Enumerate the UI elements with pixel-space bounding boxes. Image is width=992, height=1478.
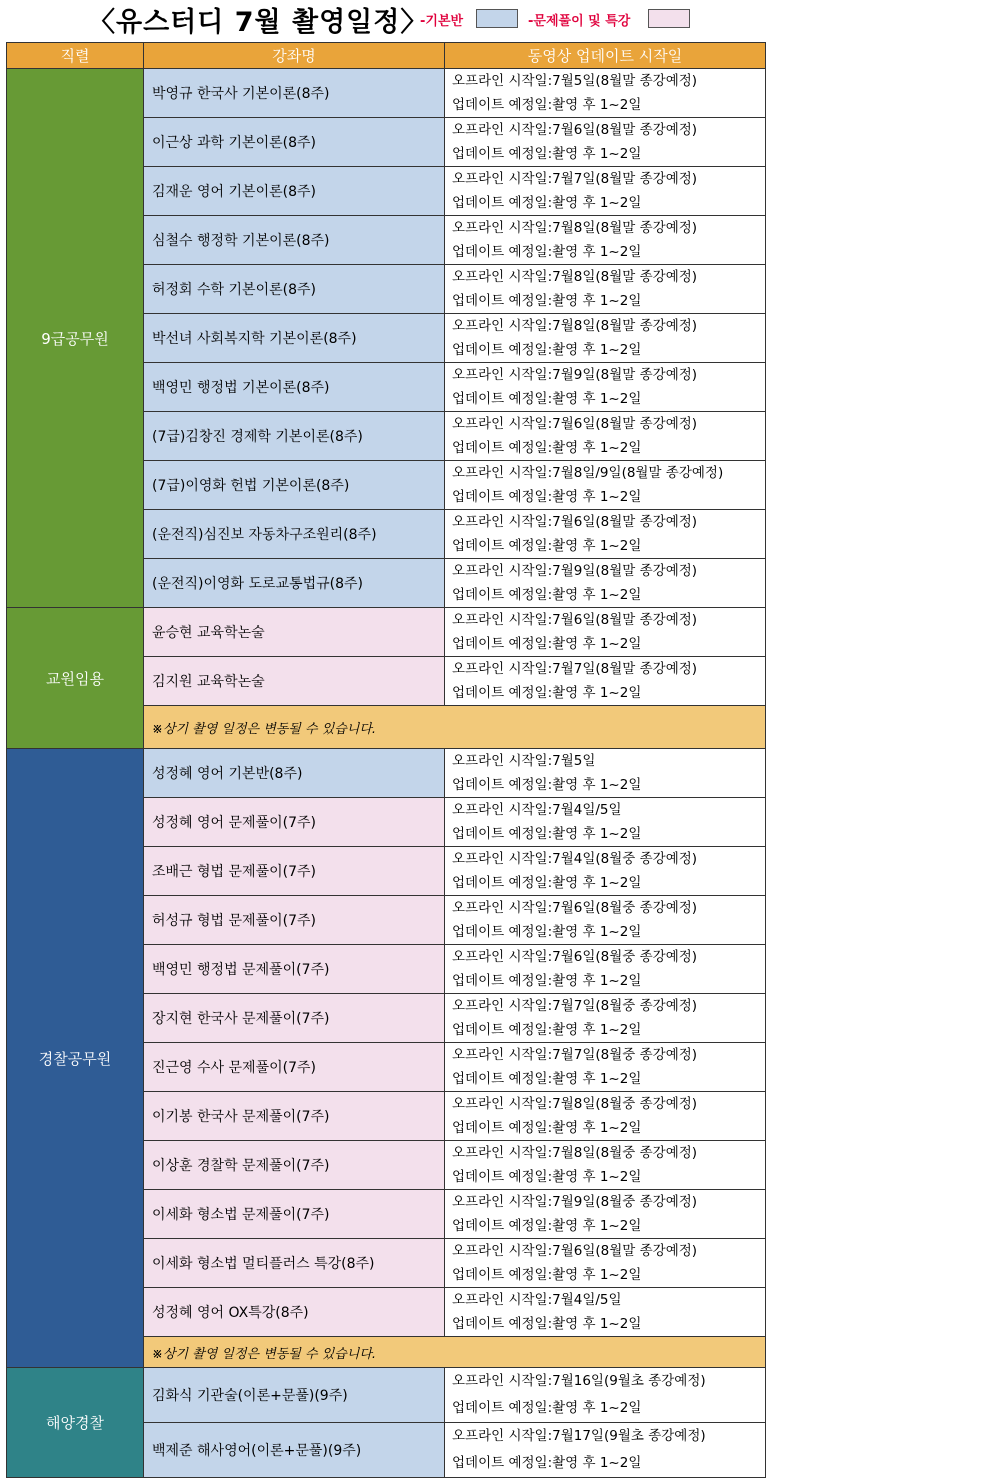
header-update: 동영상 업데이트 시작일	[445, 43, 766, 69]
offline-start-date: 오프라인 시작일:7월6일(8월중 종강예정)	[452, 900, 698, 916]
course-name: (운전직)이영화 도로교통법규(8주)	[144, 559, 445, 608]
course-name: 이세화 형소법 문제풀이(7주)	[144, 1190, 445, 1239]
update-info	[445, 1288, 766, 1337]
category-cell: 경찰공무원	[7, 749, 144, 1368]
update-info	[445, 412, 766, 461]
course-name: 장지현 한국사 문제풀이(7주)	[144, 994, 445, 1043]
update-info	[445, 216, 766, 265]
offline-start-date: 오프라인 시작일:7월6일(8월말 종강예정)	[452, 122, 698, 138]
update-info	[445, 847, 766, 896]
update-info	[445, 994, 766, 1043]
update-info	[445, 1092, 766, 1141]
update-info	[445, 1043, 766, 1092]
offline-start-date: 오프라인 시작일:7월17일(9월초 종강예정)	[452, 1428, 706, 1444]
header-category: 직렬	[7, 43, 144, 69]
offline-start-date: 오프라인 시작일:7월5일	[452, 753, 596, 769]
update-schedule: 업데이트 예정일:촬영 후 1~2일	[452, 587, 642, 603]
title-row	[0, 0, 992, 40]
update-schedule: 업데이트 예정일:촬영 후 1~2일	[452, 489, 642, 505]
offline-start-date: 오프라인 시작일:7월6일(8월말 종강예정)	[452, 612, 698, 628]
header-course: 강좌명	[144, 43, 445, 69]
update-info	[445, 118, 766, 167]
course-name: 김화식 기관술(이론+문풀)(9주)	[144, 1368, 445, 1423]
schedule-body	[7, 69, 766, 1478]
update-info	[445, 945, 766, 994]
update-schedule: 업데이트 예정일:촬영 후 1~2일	[452, 538, 642, 554]
update-info	[445, 363, 766, 412]
update-schedule: 업데이트 예정일:촬영 후 1~2일	[452, 1169, 642, 1185]
table-row	[7, 1368, 766, 1423]
course-name: 백제준 해사영어(이론+문풀)(9주)	[144, 1423, 445, 1478]
offline-start-date: 오프라인 시작일:7월4일/5일	[452, 802, 622, 818]
course-name: 박선녀 사회복지학 기본이론(8주)	[144, 314, 445, 363]
course-name: 성정혜 영어 문제풀이(7주)	[144, 798, 445, 847]
offline-start-date: 오프라인 시작일:7월8일(8월말 종강예정)	[452, 220, 698, 236]
update-schedule: 업데이트 예정일:촬영 후 1~2일	[452, 1022, 642, 1038]
update-info	[445, 314, 766, 363]
update-schedule: 업데이트 예정일:촬영 후 1~2일	[452, 1071, 642, 1087]
course-name: 박영규 한국사 기본이론(8주)	[144, 69, 445, 118]
update-info	[445, 798, 766, 847]
category-cell: 해양경찰	[7, 1368, 144, 1478]
update-schedule: 업데이트 예정일:촬영 후 1~2일	[452, 826, 642, 842]
offline-start-date: 오프라인 시작일:7월6일(8월말 종강예정)	[452, 416, 698, 432]
course-name: 윤승현 교육학논술	[144, 608, 445, 657]
schedule-change-note: ※상기 촬영 일정은 변동될 수 있습니다.	[144, 706, 766, 749]
course-name: 진근영 수사 문제풀이(7주)	[144, 1043, 445, 1092]
course-name: 조배근 형법 문제풀이(7주)	[144, 847, 445, 896]
offline-start-date: 오프라인 시작일:7월7일(8월중 종강예정)	[452, 998, 698, 1014]
course-name: 성정혜 영어 기본반(8주)	[144, 749, 445, 798]
header-row	[7, 43, 766, 69]
offline-start-date: 오프라인 시작일:7월7일(8월중 종강예정)	[452, 1047, 698, 1063]
update-schedule: 업데이트 예정일:촬영 후 1~2일	[452, 342, 642, 358]
offline-start-date: 오프라인 시작일:7월16일(9월초 종강예정)	[452, 1373, 706, 1389]
course-name: (7급)김창진 경제학 기본이론(8주)	[144, 412, 445, 461]
update-schedule: 업데이트 예정일:촬영 후 1~2일	[452, 1120, 642, 1136]
update-schedule: 업데이트 예정일:촬영 후 1~2일	[452, 875, 642, 891]
update-info	[445, 69, 766, 118]
offline-start-date: 오프라인 시작일:7월4일/5일	[452, 1292, 622, 1308]
table-row	[7, 69, 766, 118]
update-schedule: 업데이트 예정일:촬영 후 1~2일	[452, 146, 642, 162]
table-row	[7, 608, 766, 657]
update-info	[445, 167, 766, 216]
course-name: (운전직)심진보 자동차구조원리(8주)	[144, 510, 445, 559]
offline-start-date: 오프라인 시작일:7월9일(8월중 종강예정)	[452, 1194, 698, 1210]
update-schedule: 업데이트 예정일:촬영 후 1~2일	[452, 97, 642, 113]
table-row	[7, 749, 766, 798]
update-schedule: 업데이트 예정일:촬영 후 1~2일	[452, 636, 642, 652]
update-info	[445, 1423, 766, 1478]
course-name: 백영민 행정법 문제풀이(7주)	[144, 945, 445, 994]
update-schedule: 업데이트 예정일:촬영 후 1~2일	[452, 440, 642, 456]
offline-start-date: 오프라인 시작일:7월4일(8월중 종강예정)	[452, 851, 698, 867]
offline-start-date: 오프라인 시작일:7월9일(8월말 종강예정)	[452, 367, 698, 383]
update-schedule: 업데이트 예정일:촬영 후 1~2일	[452, 195, 642, 211]
offline-start-date: 오프라인 시작일:7월8일/9일(8월말 종강예정)	[452, 465, 724, 481]
update-info	[445, 461, 766, 510]
update-schedule: 업데이트 예정일:촬영 후 1~2일	[452, 391, 642, 407]
course-name: 심철수 행정학 기본이론(8주)	[144, 216, 445, 265]
offline-start-date: 오프라인 시작일:7월5일(8월말 종강예정)	[452, 73, 698, 89]
offline-start-date: 오프라인 시작일:7월6일(8월말 종강예정)	[452, 1243, 698, 1259]
update-schedule: 업데이트 예정일:촬영 후 1~2일	[452, 685, 642, 701]
update-schedule: 업데이트 예정일:촬영 후 1~2일	[452, 1400, 642, 1416]
update-schedule: 업데이트 예정일:촬영 후 1~2일	[452, 924, 642, 940]
offline-start-date: 오프라인 시작일:7월9일(8월말 종강예정)	[452, 563, 698, 579]
course-name: 허정회 수학 기본이론(8주)	[144, 265, 445, 314]
course-name: 이세화 형소법 멀티플러스 특강(8주)	[144, 1239, 445, 1288]
update-info	[445, 559, 766, 608]
category-cell: 9급공무원	[7, 69, 144, 608]
course-name: 성정혜 영어 OX특강(8주)	[144, 1288, 445, 1337]
update-info	[445, 1141, 766, 1190]
update-schedule: 업데이트 예정일:촬영 후 1~2일	[452, 244, 642, 260]
update-info	[445, 1368, 766, 1423]
update-schedule: 업데이트 예정일:촬영 후 1~2일	[452, 1455, 642, 1471]
offline-start-date: 오프라인 시작일:7월7일(8월말 종강예정)	[452, 661, 698, 677]
update-info	[445, 608, 766, 657]
legend-basic-swatch	[476, 9, 518, 28]
offline-start-date: 오프라인 시작일:7월8일(8월중 종강예정)	[452, 1145, 698, 1161]
course-name: 이기봉 한국사 문제풀이(7주)	[144, 1092, 445, 1141]
course-name: 백영민 행정법 기본이론(8주)	[144, 363, 445, 412]
update-schedule: 업데이트 예정일:촬영 후 1~2일	[452, 1316, 642, 1332]
update-schedule: 업데이트 예정일:촬영 후 1~2일	[452, 973, 642, 989]
offline-start-date: 오프라인 시작일:7월8일(8월말 종강예정)	[452, 269, 698, 285]
offline-start-date: 오프라인 시작일:7월6일(8월중 종강예정)	[452, 949, 698, 965]
course-name: 김재운 영어 기본이론(8주)	[144, 167, 445, 216]
schedule-table	[6, 42, 766, 1478]
update-info	[445, 510, 766, 559]
category-cell: 교원임용	[7, 608, 144, 749]
course-name: 이근상 과학 기본이론(8주)	[144, 118, 445, 167]
legend-problem-swatch	[648, 9, 690, 28]
update-info	[445, 1239, 766, 1288]
course-name: 김지원 교육학논술	[144, 657, 445, 706]
update-schedule: 업데이트 예정일:촬영 후 1~2일	[452, 1218, 642, 1234]
update-info	[445, 657, 766, 706]
page-title: 〈유스터디 7월 촬영일정〉	[88, 7, 429, 38]
schedule-change-note: ※상기 촬영 일정은 변동될 수 있습니다.	[144, 1337, 766, 1368]
update-info	[445, 896, 766, 945]
offline-start-date: 오프라인 시작일:7월7일(8월말 종강예정)	[452, 171, 698, 187]
update-schedule: 업데이트 예정일:촬영 후 1~2일	[452, 293, 642, 309]
update-info	[445, 749, 766, 798]
legend-basic-label: -기본반	[420, 14, 464, 29]
update-info	[445, 1190, 766, 1239]
update-schedule: 업데이트 예정일:촬영 후 1~2일	[452, 1267, 642, 1283]
update-info	[445, 265, 766, 314]
course-name: 허성규 형법 문제풀이(7주)	[144, 896, 445, 945]
offline-start-date: 오프라인 시작일:7월8일(8월말 종강예정)	[452, 318, 698, 334]
course-name: 이상훈 경찰학 문제풀이(7주)	[144, 1141, 445, 1190]
update-schedule: 업데이트 예정일:촬영 후 1~2일	[452, 777, 642, 793]
offline-start-date: 오프라인 시작일:7월8일(8월중 종강예정)	[452, 1096, 698, 1112]
offline-start-date: 오프라인 시작일:7월6일(8월말 종강예정)	[452, 514, 698, 530]
course-name: (7급)이영화 헌법 기본이론(8주)	[144, 461, 445, 510]
legend-problem-label: -문제풀이 및 특강	[528, 14, 631, 29]
